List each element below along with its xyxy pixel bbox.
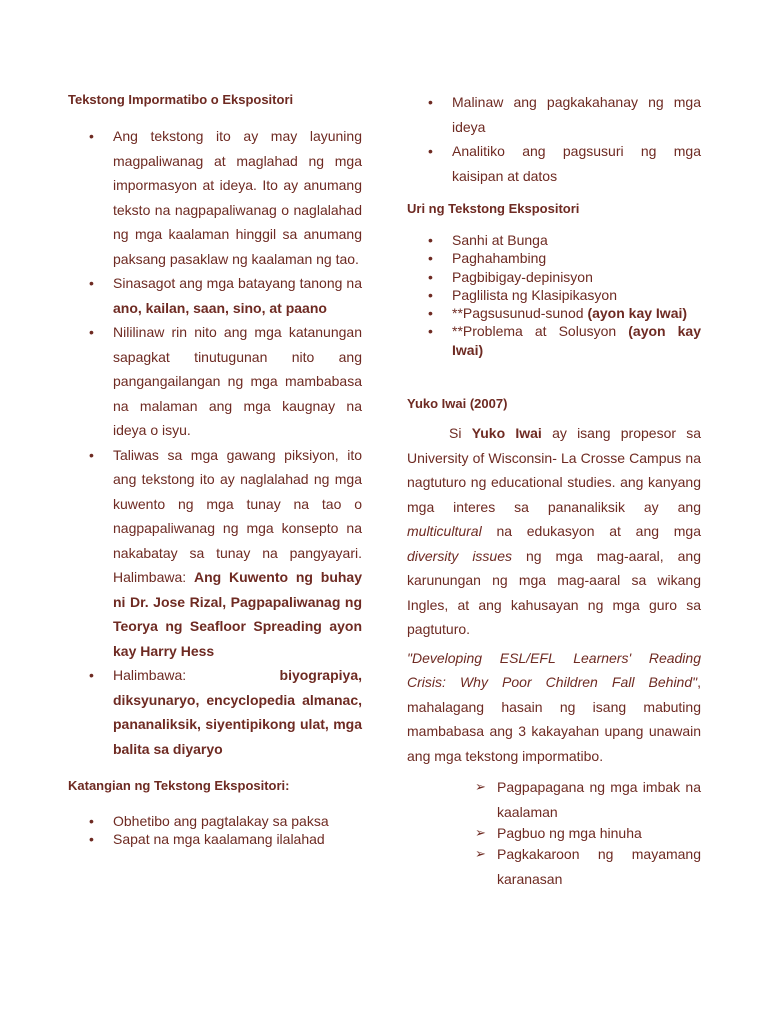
item-text: Nililinaw rin nito ang mga katanungan sapagkat tinutugunan nito ang pangangailangan ng mga mambabasa na malaman ang mga kaugnay na ideya o isyu. (113, 324, 362, 438)
list-item (68, 320, 362, 443)
bullet-icon: • (428, 323, 433, 340)
item-text: **Problema at Solusyon (452, 323, 617, 340)
bullet-icon: • (428, 94, 433, 110)
item-bold-text: (ayon kay Iwai) (452, 323, 701, 358)
bullet-icon: • (89, 446, 94, 463)
bullet-icon: • (428, 232, 433, 248)
heading-uri: Uri ng Tekstong Ekspositori (407, 201, 580, 216)
para-italic: diversity issues (407, 547, 513, 564)
item-text: Paglilista ng Klasipikasyon (452, 286, 617, 303)
item-bold-text: ano, kailan, saan, sino, at paano (113, 299, 327, 316)
item-text: Pagpapagana ng mga imbak na kaalaman (497, 779, 701, 820)
item-text: Taliwas sa mga gawang piksiyon, ito ang tekstong ito ay naglalahad ng mga kuwento ng mga tunay na tao o nagpapaliwanag ng mga konsepto na nakabatay sa tunay na pangyayari. Halimbawa: (113, 446, 362, 585)
arrow-bullet-icon: ➢ (475, 846, 486, 862)
list-item (68, 271, 362, 320)
item-bold-text: biyograpiya, diksyunaryo, encyclopedia almanac, pananaliksik, siyentipikong ulat, mga balita sa diyaryo (113, 667, 362, 757)
list-item (407, 268, 701, 286)
list-item (407, 824, 701, 842)
item-text: Halimbawa: (113, 667, 187, 683)
right-column (407, 89, 701, 891)
item-text: Analitiko ang pagsusuri ng mga kaisipan at datos (452, 143, 701, 184)
list-item (407, 304, 701, 322)
item-text: Pagkakaroon ng mayamang karanasan (497, 846, 701, 887)
para-text: na edukasyon at ang mga (496, 523, 701, 540)
list-item (407, 90, 701, 139)
item-text: Sinasagot ang mga batayang tanong na (113, 275, 362, 291)
bullet-icon: • (89, 831, 94, 848)
list-item (407, 286, 701, 304)
list-item (407, 842, 701, 891)
bullet-list-main (68, 124, 362, 761)
item-text: Sapat na mga kaalamang ilalahad (113, 831, 325, 848)
para-text: ng mga mag-aaral, ang karunungan ng mga mag-aaral sa wikang Ingles, at ang kahusayan ng mga guro sa pagtuturo. (407, 547, 702, 638)
para-text: ay isang propesor sa University of Wisconsin- La Crosse Campus na nagtuturo ng educational studies. ang kanyang mga interes sa pananaliksik ay ang (407, 425, 702, 515)
para-text: , mahalagang hasain ng isang mabuting mambabasa ang 3 kakayahan upang unawain ang mga tekstong impormatibo. (407, 674, 701, 764)
heading-katangian: Katangian ng Tekstong Ekspositori: (68, 778, 290, 793)
bullet-icon: • (89, 667, 94, 683)
bullet-list-katangian-continued (407, 90, 701, 188)
item-text: Obhetibo ang pagtalakay sa paksa (113, 813, 329, 829)
arrow-bullet-icon: ➢ (475, 825, 486, 841)
heading-yuko-iwai: Yuko Iwai (2007) (407, 396, 508, 412)
item-text: Pagbuo ng mga hinuha (497, 825, 642, 842)
list-item (407, 231, 701, 249)
list-item (68, 830, 362, 848)
heading-tekstong-impormatibo: Tekstong Impormatibo o Ekspositori (68, 92, 294, 107)
bullet-icon: • (428, 143, 433, 159)
item-text: Sanhi at Bunga (452, 232, 548, 248)
para-text: Si (449, 425, 462, 442)
bullet-icon: • (428, 250, 433, 267)
bullet-list-uri (407, 231, 701, 359)
arrow-list-kakayahan (407, 775, 701, 891)
paragraph-iwai-bio (407, 421, 701, 642)
para-italic-title: "Developing ESL/EFL Learners' Reading Crisis: Why Poor Children Fall Behind" (407, 649, 701, 691)
item-bold-text: Ang Kuwento ng buhay ni Dr. Jose Rizal, Pagpapaliwanag ng Teorya ng Seafloor Spreading ayon kay Harry Hess (113, 569, 363, 659)
item-text: Paghahambing (452, 250, 547, 267)
bullet-icon: • (89, 275, 94, 291)
para-name-bold: Yuko Iwai (471, 425, 542, 442)
bullet-icon: • (428, 286, 433, 303)
bullet-icon: • (89, 128, 94, 144)
list-item (407, 249, 701, 267)
arrow-bullet-icon: ➢ (475, 779, 486, 795)
list-item (68, 124, 362, 271)
item-bold-text: (ayon kay Iwai) (587, 305, 688, 322)
list-item (68, 812, 362, 830)
para-italic: multicultural (407, 523, 482, 540)
item-text: **Pagsusunud-sunod (452, 305, 584, 322)
bullet-icon: • (428, 305, 433, 322)
item-text: Malinaw ang pagkakahanay ng mga ideya (452, 94, 701, 135)
left-column (68, 89, 362, 849)
item-text: Pagbibigay-depinisyon (452, 268, 593, 285)
list-item (68, 663, 362, 761)
bullet-list-katangian (68, 812, 362, 849)
item-text: Ang tekstong ito ay may layuning magpaliwanag at maglahad ng mga impormasyon at ideya. Ito ay anumang teksto na nagpapaliwanag o naglalahad ng mga kaalaman hinggil sa anumang paksang pasaklaw ng kaalaman ng tao. (113, 128, 362, 267)
bullet-icon: • (428, 268, 433, 285)
list-item (407, 775, 701, 824)
list-item (407, 322, 701, 359)
bullet-icon: • (89, 324, 94, 340)
paragraph-reading-crisis (407, 646, 701, 769)
bullet-icon: • (89, 813, 94, 829)
list-item (68, 443, 362, 664)
list-item (407, 139, 701, 188)
